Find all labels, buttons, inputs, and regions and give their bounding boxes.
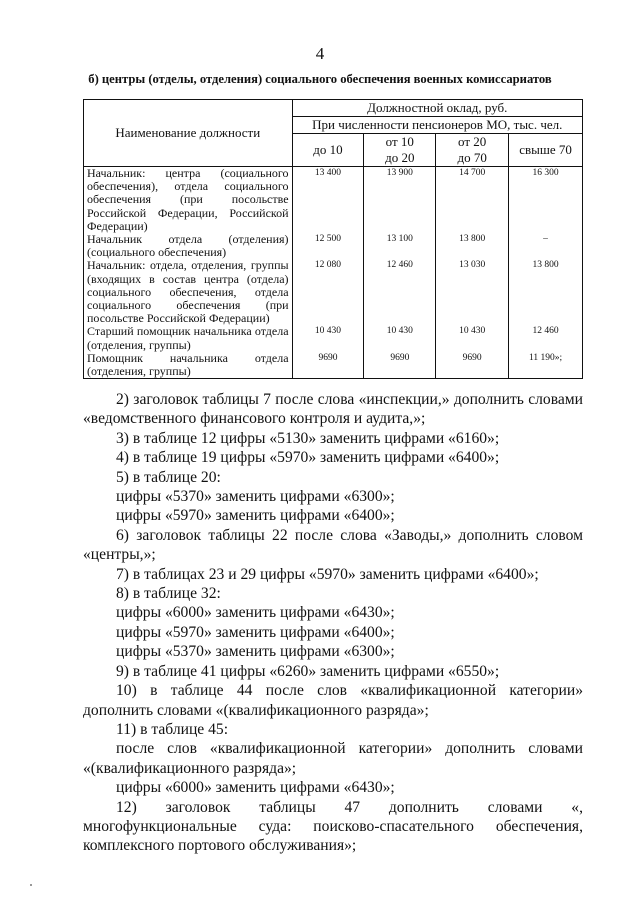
salary-value: 14 700 (436, 167, 509, 234)
table-row (84, 233, 583, 259)
paragraph: 4) в таблице 19 цифры «5970» заменить цифрами «6400»; (116, 449, 500, 467)
salary-value: 11 190»; (509, 352, 583, 379)
sub-header-line: свыше 70 (519, 142, 572, 157)
paragraph: 5) в таблице 20: (116, 468, 221, 486)
table-row (84, 325, 583, 351)
paragraph: цифры «5370» заменить цифрами «6300»; (116, 643, 395, 661)
paragraph: после слов «квалификационной категории» дополнить словами «(квалификационного разряда»; (83, 740, 583, 777)
amendments-text (83, 390, 583, 856)
section-heading: б) центры (отделы, отделения) социального обеспечения военных комиссариатов (88, 72, 552, 86)
table-row (84, 259, 583, 325)
sub-header-line: до 10 (313, 142, 343, 157)
paragraph: 7) в таблицах 23 и 29 цифры «5970» заменить цифрами «6400»; (116, 565, 539, 583)
salary-value: 9690 (364, 352, 436, 379)
sub-header-line: до 70 (457, 150, 487, 165)
col-header-pensioners: При численности пенсионеров МО, тыс. чел. (292, 117, 582, 134)
salary-value: 13 800 (436, 233, 509, 259)
salary-value: – (509, 233, 583, 259)
salary-value: 12 500 (292, 233, 364, 259)
salary-value: 10 430 (436, 325, 509, 351)
paragraph: цифры «6000» заменить цифрами «6430»; (116, 604, 395, 622)
salary-value: 16 300 (509, 167, 583, 234)
salary-value: 12 460 (509, 325, 583, 351)
salary-value: 9690 (436, 352, 509, 379)
sub-header-line: от 10 (385, 134, 414, 149)
salary-value: 13 400 (292, 167, 364, 234)
scan-dot (30, 884, 32, 886)
paragraph: 2) заголовок таблицы 7 после слова «инспекции,» дополнить словами «ведомственного финансового контроля и аудита,»; (83, 391, 583, 428)
position-name: Старший помощник начальника отдела (отделения, группы) (84, 325, 293, 351)
position-name: Начальник отдела (отделения) (социального обеспечения) (84, 233, 293, 259)
salary-value: 13 100 (364, 233, 436, 259)
paragraph: 10) в таблице 44 после слов «квалификационной категории» дополнить словами «(квалификационного разряда»; (83, 682, 583, 719)
paragraph: цифры «6000» заменить цифрами «6430»; (116, 779, 395, 797)
table-row (84, 167, 583, 234)
paragraph: 9) в таблице 41 цифры «6260» заменить цифрами «6550»; (116, 662, 500, 680)
position-name: Помощник начальника отдела (отделения, группы) (84, 352, 293, 379)
paragraph: цифры «5970» заменить цифрами «6400»; (116, 507, 395, 525)
paragraph: 11) в таблице 45: (116, 720, 229, 738)
sub-header (292, 134, 364, 167)
position-name: Начальник: отдела, отделения, группы (входящих в состав центра (отдела) социального обеспечения, отдела социального обеспечения (при посольстве Российской Федерации) (84, 259, 293, 325)
salary-value: 10 430 (292, 325, 364, 351)
paragraph: 12) заголовок таблицы 47 дополнить словами «, многофункциональные суда: поисково-спасательного обеспечения, комплексного портового обслуживания»; (83, 798, 583, 855)
paragraph: 3) в таблице 12 цифры «5130» заменить цифрами «6160»; (116, 429, 500, 447)
salary-value: 12 460 (364, 259, 436, 325)
page-number: 4 (315, 44, 325, 63)
sub-header (436, 134, 509, 167)
salary-value: 13 800 (509, 259, 583, 325)
salary-value: 9690 (292, 352, 364, 379)
sub-header (509, 134, 583, 167)
salary-value: 13 030 (436, 259, 509, 325)
paragraph: 8) в таблице 32: (116, 585, 221, 603)
sub-header-line: от 20 (458, 134, 487, 149)
salary-value: 12 080 (292, 259, 364, 325)
paragraph: цифры «5970» заменить цифрами «6400»; (116, 623, 395, 641)
table-row (84, 352, 583, 379)
sub-header (364, 134, 436, 167)
col-header-salary: Должностной оклад, руб. (292, 100, 582, 117)
paragraph: 6) заголовок таблицы 22 после слова «Заводы,» дополнить словом «центры,»; (83, 526, 583, 564)
col-header-position: Наименование должности (84, 100, 293, 167)
salary-value: 13 900 (364, 167, 436, 234)
paragraph: цифры «5370» заменить цифрами «6300»; (116, 488, 395, 506)
sub-header-line: до 20 (385, 150, 415, 165)
salary-value: 10 430 (364, 325, 436, 351)
position-name: Начальник: центра (социального обеспечения), отдела социального обеспечения (при посольстве Российской Федерации, Российской Федерации) (84, 167, 293, 234)
salary-table (83, 99, 583, 379)
